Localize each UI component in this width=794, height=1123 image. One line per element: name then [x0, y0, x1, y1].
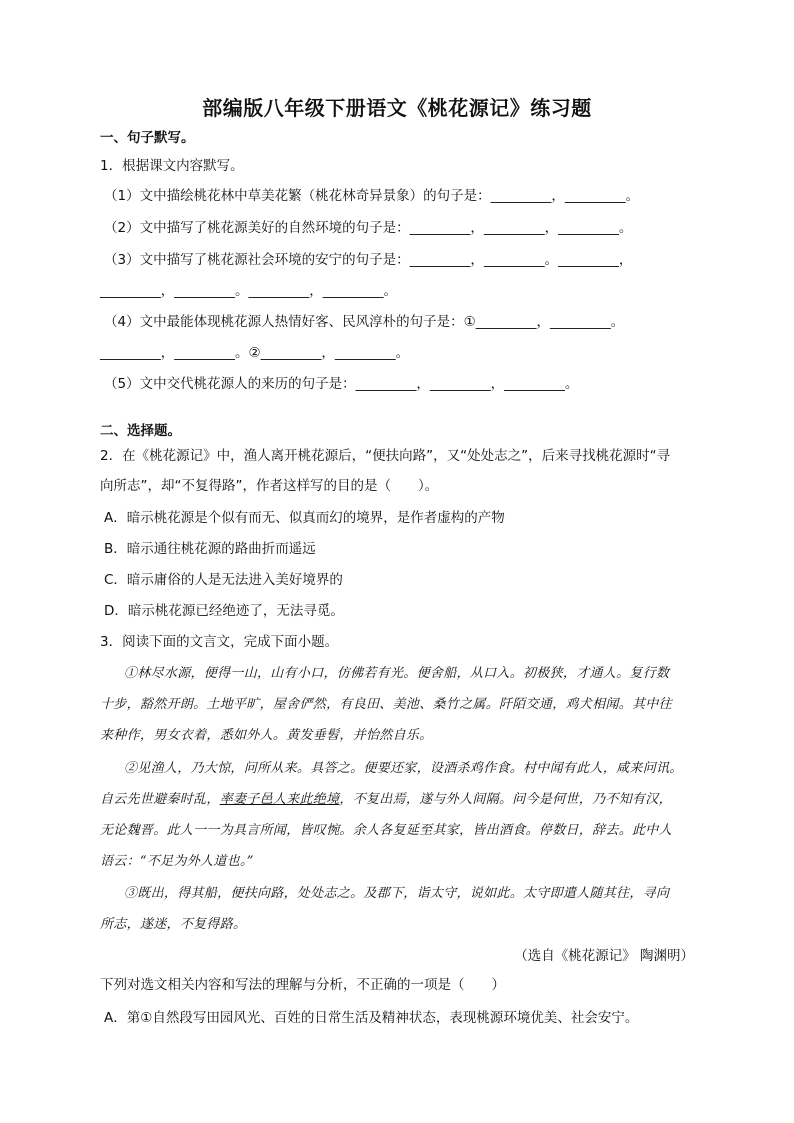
question-2-option-d: D．暗示桃花源已经绝迹了，无法寻觅。 — [104, 603, 344, 619]
question-2-line2: 向所志”，却“不复得路”，作者这样写的目的是（ ）。 — [100, 478, 439, 494]
question-2-option-a: A．暗示桃花源是个似有而无、似真而幻的境界，是作者虚构的产物 — [104, 510, 505, 526]
passage-text: 自云先世避秦时乱， — [100, 792, 220, 807]
passage-line: 无论魏晋。此人一一为具言所闻，皆叹惋。余人各复延至其家，皆出酒食。停数日，辞去。此中人 — [100, 823, 672, 838]
question-2-line1: 2．在《桃花源记》中，渔人离开桃花源后，“便扶向路”，又“处处志之”，后来寻找桃花源时“寻 — [100, 448, 671, 464]
passage-line: 所志，遂迷，不复得路。 — [100, 917, 247, 932]
question-3-option-a: A．第①自然段写田园风光、百姓的日常生活及精神状态，表现桃源环境优美、社会安宁。 — [104, 1010, 639, 1026]
section-heading-1: 一、句子默写。 — [100, 130, 195, 146]
passage-line: 语云：“不足为外人道也。” — [100, 854, 254, 869]
underlined-sentence: 率妻子邑人来此绝境 — [219, 792, 340, 807]
passage-line: ①林尽水源，便得一山，山有小口，仿佛若有光。便舍船，从口入。初极狭，才通人。复行数 — [124, 666, 670, 681]
passage-line: 来种作，男女衣着，悉如外人。黄发垂髫，并怡然自乐。 — [100, 728, 433, 743]
page-title: 部编版八年级下册语文《桃花源记》练习题 — [202, 96, 592, 120]
passage-line — [100, 790, 672, 810]
question-2-option-c: C．暗示庸俗的人是无法进入美好境界的 — [104, 572, 343, 588]
passage-line: 十步，豁然开朗。土地平旷，屋舍俨然，有良田、美池、桑竹之属。阡陌交通，鸡犬相闻。其中往 — [100, 697, 672, 712]
section-heading-2: 二、选择题。 — [100, 423, 181, 439]
question-1-3-line2: _________，_________。_________，_________。 — [100, 283, 397, 299]
passage-line: ②见渔人，乃大惊，问所从来。具答之。便要还家，设酒杀鸡作食。村中闻有此人，咸来问讯。 — [124, 761, 683, 776]
question-3-stem: 3．阅读下面的文言文，完成下面小题。 — [100, 634, 339, 650]
question-1-stem: 1．根据课文内容默写。 — [100, 158, 244, 174]
passage-source: （选自《桃花源记》 陶渊明） — [514, 948, 694, 964]
question-2-option-b: B．暗示通往桃花源的路曲折而遥远 — [104, 541, 316, 557]
question-1-4-line2: _________，_________。②_________，_________。 — [100, 345, 410, 361]
question-1-2: （2）文中描写了桃花源美好的自然环境的句子是：_________，_________，_________。 — [104, 220, 633, 236]
question-1-4-line1: （4）文中最能体现桃花源人热情好客、民风淳朴的句子是：①_________，_________。 — [104, 314, 625, 330]
question-1-3-line1: （3）文中描写了桃花源社会环境的安宁的句子是：_________，_________。_________， — [104, 252, 633, 268]
question-1-5: （5）文中交代桃花源人的来历的句子是：_________，_________，_________。 — [104, 376, 579, 392]
question-1-1: （1）文中描绘桃花林中草美花繁（桃花林奇异景象）的句子是：_________，_________。 — [104, 188, 640, 204]
passage-line: ③既出，得其船，便扶向路，处处志之。及郡下，诣太守，说如此。太守即遣人随其往，寻向 — [124, 886, 670, 901]
passage-text: ，不复出焉，遂与外人间隔。问今是何世，乃不知有汉， — [339, 792, 672, 807]
question-3-sub: 下列对选文相关内容和写法的理解与分析，不正确的一项是（ ） — [100, 977, 505, 993]
